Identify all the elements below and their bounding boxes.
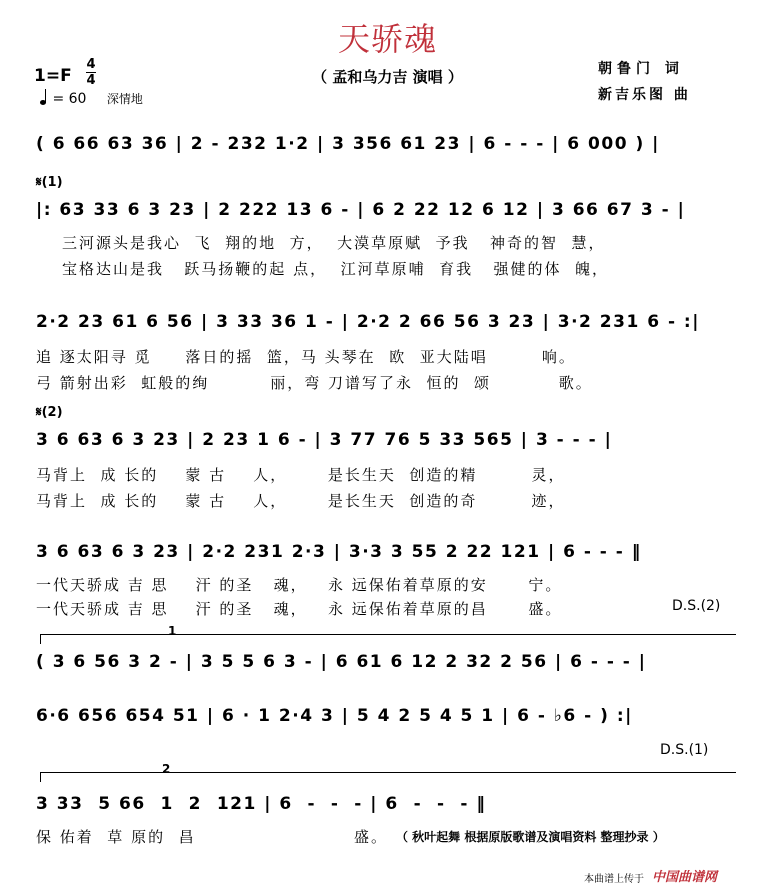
time-signature-bottom: 4	[86, 73, 96, 88]
upload-note: 本曲谱上传于	[584, 874, 644, 885]
lyric-line-4b: 一代天骄成 吉 思 汗 的圣 魂， 永 远保佑着草原的昌 盛。	[36, 600, 563, 618]
lyric-line-1a: 三河源头是我心 飞 翔的地 方， 大漠草原赋 予我 神奇的智 慧，	[62, 234, 606, 252]
score-line-5: ( 3 6 56 3 2 - | 3 5 5 6 3 - | 6 61 6 12 2 32 2 56 | 6 - - - |	[36, 652, 647, 672]
tempo-marking	[40, 90, 143, 107]
lyricist-credit: 朝鲁门 词	[598, 61, 684, 77]
volta-2-number: 2	[162, 762, 171, 776]
transcriber-note: （ 秋叶起舞 根据原版歌谱及演唱资料 整理抄录 ）	[396, 830, 665, 844]
lyric-line-2a: 追 逐太阳寻 觅 落日的摇 篮，马 头琴在 欧 亚大陆唱 响。	[36, 348, 576, 366]
volta-1-bracket-end	[40, 634, 41, 644]
expression-marking: 深情地	[106, 92, 143, 106]
score-line-6: 6·6 656 654 51 | 6 · 1 2·4 3 | 5 4 2 5 4 5 1 | 6 - ♭6 - ) :|	[36, 706, 633, 726]
lyric-line-7-end: 盛。	[354, 828, 389, 846]
score-line-1: |: 63 33 6 3 23 | 2 222 13 6 - | 6 2 22 12 6 12 | 3 66 67 3 - |	[36, 200, 686, 220]
lyric-line-1b: 宝格达山是我 跃马扬鞭的起 点， 江河草原哺 育我 强健的体 魄，	[62, 260, 609, 278]
score-line-3: 3 6 63 6 3 23 | 2 23 1 6 - | 3 77 76 5 33 565 | 3 - - - |	[36, 430, 613, 450]
tempo-value: = 60	[52, 91, 87, 107]
song-title: 天骄魂	[337, 20, 437, 58]
score-line-4: 3 6 63 6 3 23 | 2·2 231 2·3 | 3·3 3 55 2 22 121 | 6 - - - ‖	[36, 542, 642, 562]
volta-2-bracket	[40, 772, 736, 773]
volta-1-bracket	[40, 634, 736, 635]
lyric-line-3a: 马背上 成 长的 蒙 古 人， 是长生天 创造的精 灵，	[36, 466, 566, 484]
score-intro: ( 6 66 63 36 | 2 - 232 1·2 | 3 356 61 23 | 6 - - - | 6 000 ) |	[36, 134, 660, 154]
quarter-note-icon	[40, 100, 46, 105]
volta-1-number: 1	[168, 624, 177, 638]
performer-credit: （ 孟和乌力吉 演唱 ）	[312, 68, 463, 86]
key-signature: 1=F	[34, 66, 72, 86]
lyric-line-2b: 弓 箭射出彩 虹般的绚 丽，弯 刀谱写了永 恒的 颂 歌。	[36, 374, 593, 392]
site-name: 中国曲谱网	[652, 870, 718, 885]
time-signature	[86, 58, 96, 87]
site-logo	[652, 866, 717, 885]
time-signature-top: 4	[86, 57, 96, 72]
score-line-2: 2·2 23 61 6 56 | 3 33 36 1 - | 2·2 2 66 56 3 23 | 3·2 231 6 - :|	[36, 312, 700, 332]
composer-credit: 新吉乐图 曲	[598, 87, 691, 103]
segno-marker-1: 𝄋(1)	[36, 175, 63, 190]
lyric-line-7: 保 佑着 草 原的 昌	[36, 828, 196, 846]
dal-segno-2: D.S.(2)	[672, 598, 721, 614]
score-line-7: 3 33 5 66 1 2 121 | 6 - - - | 6 - - - ‖	[36, 794, 487, 814]
volta-2-bracket-end	[40, 772, 41, 782]
lyric-line-4a: 一代天骄成 吉 思 汗 的圣 魂， 永 远保佑着草原的安 宁。	[36, 576, 563, 594]
segno-marker-2: 𝄋(2)	[36, 405, 63, 420]
dal-segno-1: D.S.(1)	[660, 742, 709, 758]
lyric-line-3b: 马背上 成 长的 蒙 古 人， 是长生天 创造的奇 迹，	[36, 492, 566, 510]
